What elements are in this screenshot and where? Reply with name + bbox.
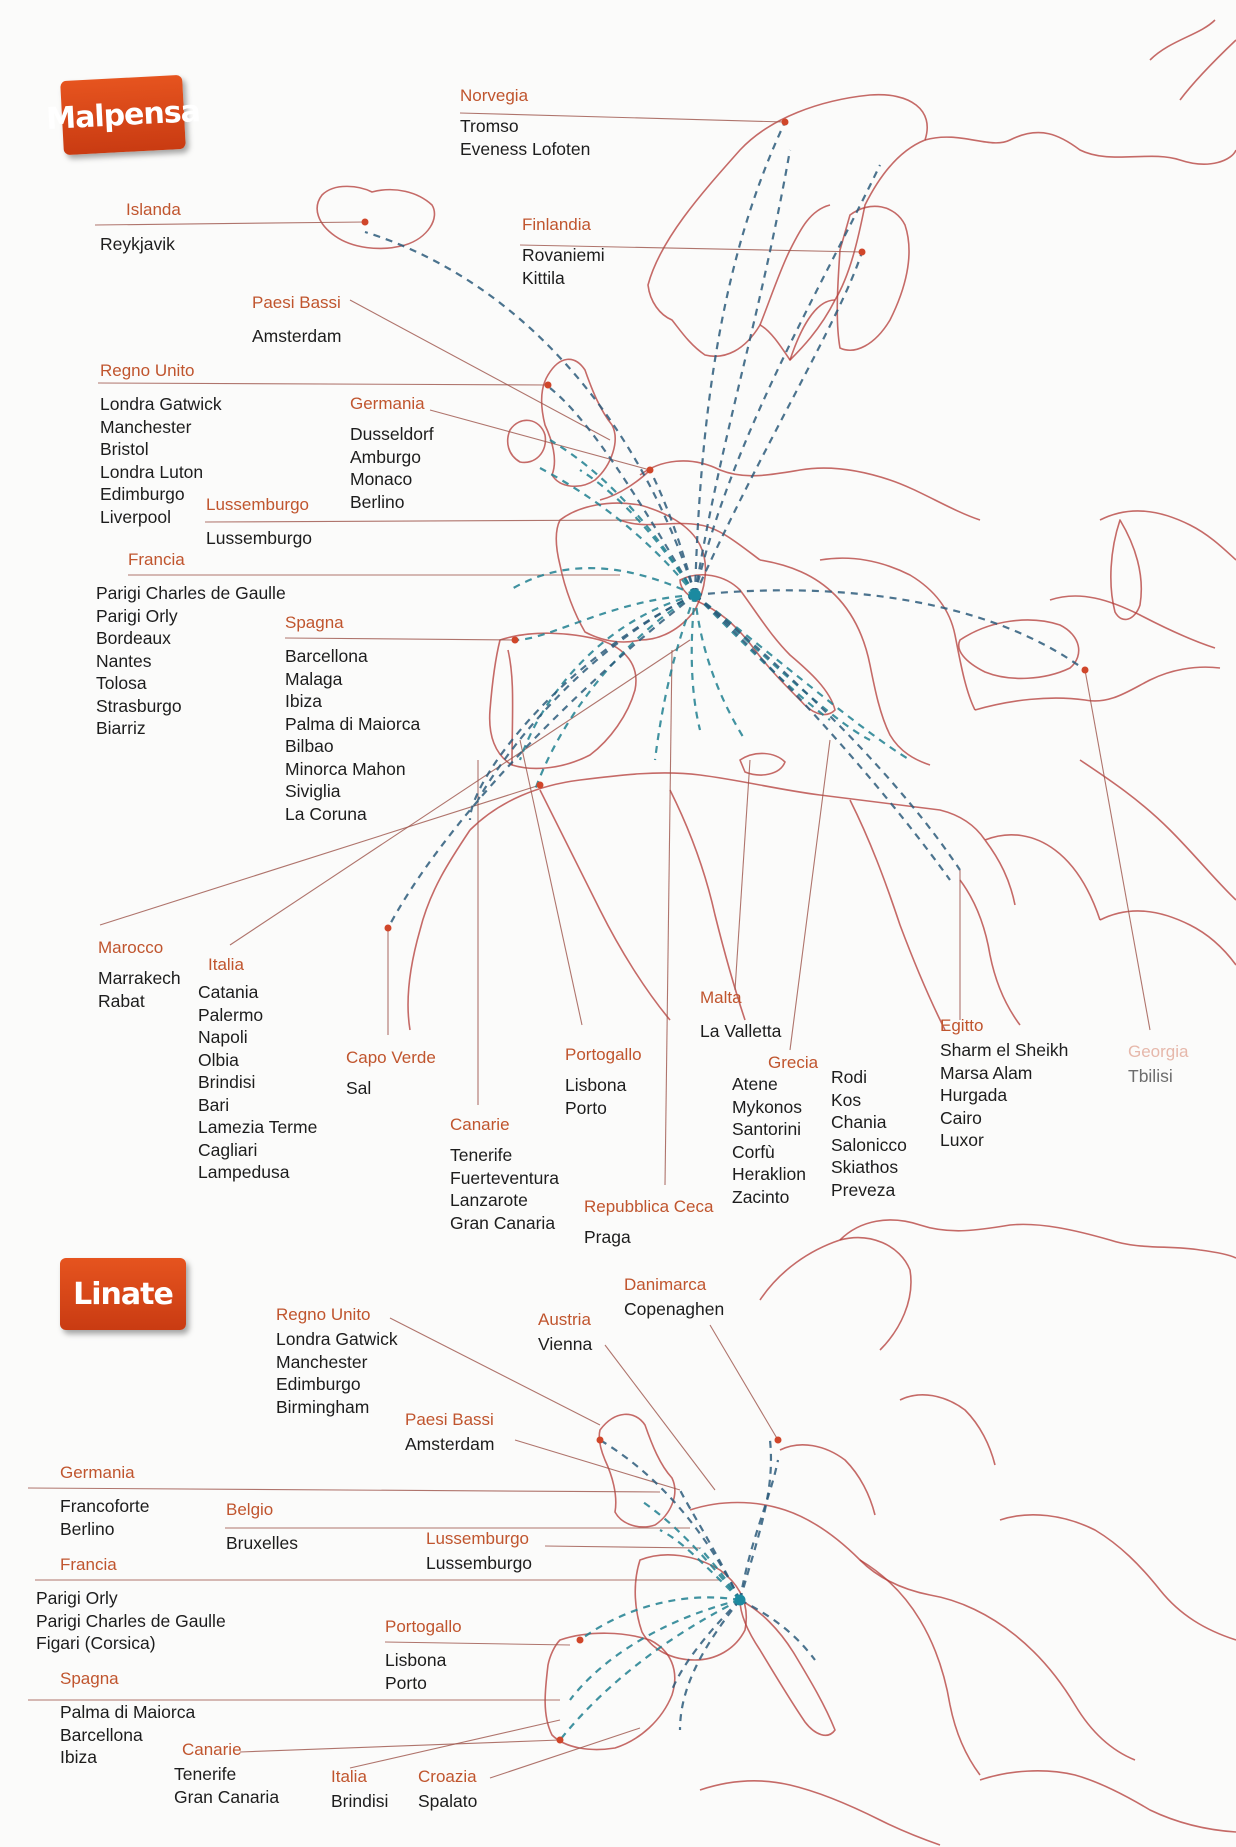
- group-l-austria: [538, 1310, 592, 1356]
- group-capoverde: [346, 1048, 436, 1100]
- city-label: Parigi Charles de Gaulle: [96, 583, 286, 603]
- city-label: Fuerteventura: [450, 1167, 559, 1188]
- city-label: Parigi Orly: [36, 1588, 118, 1608]
- country-label: Lussemburgo: [206, 495, 310, 514]
- group-francia-cities: [96, 582, 286, 740]
- country-label: Grecia: [768, 1053, 819, 1072]
- group-l-germania: [60, 1463, 149, 1540]
- city-label: Tenerife: [450, 1145, 513, 1165]
- city-label: Parigi Orly: [96, 605, 178, 626]
- city-list: [405, 1433, 494, 1456]
- city-label: Reykjavik: [100, 234, 175, 254]
- city-label: Kittila: [522, 267, 565, 288]
- city-label: Palma di Maiorca: [60, 1702, 196, 1722]
- city-label: Rodi: [831, 1067, 867, 1087]
- group-finlandia: [522, 215, 605, 289]
- city-label: Atene: [732, 1074, 778, 1094]
- city-label: Lampedusa: [198, 1162, 290, 1182]
- city-list: [60, 1495, 149, 1540]
- city-label: Palma di Maiorca: [285, 713, 421, 734]
- city-label: Ibiza: [60, 1747, 97, 1767]
- city-list: [100, 393, 222, 528]
- city-label: Dusseldorf: [350, 424, 434, 444]
- city-list: [700, 1020, 781, 1043]
- city-list: [252, 325, 341, 348]
- malpensa-routes: [365, 122, 1085, 928]
- city-label: Berlino: [350, 491, 405, 512]
- city-label: Sal: [346, 1078, 372, 1098]
- group-islanda-cities: [100, 233, 175, 256]
- city-label: La Coruna: [285, 803, 367, 824]
- group-portogallo: [565, 1045, 642, 1119]
- city-label: Lussemburgo: [206, 528, 313, 548]
- city-list: [331, 1790, 388, 1813]
- country-label: Croazia: [418, 1767, 477, 1786]
- country-label: Spagna: [60, 1669, 119, 1688]
- city-list: [174, 1763, 279, 1808]
- country-label: Norvegia: [460, 86, 529, 105]
- city-label: Lamezia Terme: [198, 1117, 318, 1137]
- city-label: Edimburgo: [276, 1374, 361, 1394]
- city-label: Olbia: [198, 1049, 239, 1070]
- city-label: Sharm el Sheikh: [940, 1040, 1069, 1060]
- country-label: Portogallo: [385, 1617, 462, 1636]
- city-list: [624, 1298, 724, 1321]
- city-list: [450, 1144, 559, 1234]
- city-list: [522, 244, 605, 289]
- city-label: Chania: [831, 1112, 887, 1132]
- city-label: Copenaghen: [624, 1299, 725, 1319]
- city-label: Marsa Alam: [940, 1062, 1033, 1083]
- city-label: Bilbao: [285, 736, 334, 756]
- group-l-croazia: [418, 1767, 477, 1813]
- city-label: Cairo: [940, 1107, 982, 1128]
- city-list: [206, 527, 312, 550]
- city-label: Eveness Lofoten: [460, 138, 591, 159]
- city-label: Malaga: [285, 668, 343, 689]
- city-list: [940, 1039, 1068, 1152]
- city-list: [198, 981, 317, 1184]
- city-label: Brindisi: [331, 1791, 389, 1811]
- group-paesibassi: [252, 293, 341, 348]
- city-label: Praga: [584, 1227, 631, 1247]
- group-egitto: [940, 1016, 1068, 1152]
- city-label: Bruxelles: [226, 1533, 298, 1553]
- country-label: Germania: [350, 394, 425, 413]
- city-label: Londra Luton: [100, 461, 204, 482]
- city-label: Marrakech: [98, 968, 181, 988]
- country-label: Canarie: [450, 1115, 510, 1134]
- city-label: Monaco: [350, 469, 413, 489]
- group-l-lussemburgo: [426, 1529, 532, 1575]
- group-germania: [350, 394, 434, 513]
- city-label: Rovaniemi: [522, 245, 605, 265]
- city-label: Londra Gatwick: [100, 394, 222, 414]
- country-label: Austria: [538, 1310, 591, 1329]
- city-label: Bristol: [100, 439, 149, 459]
- city-label: Skiathos: [831, 1157, 899, 1177]
- city-label: Salonicco: [831, 1134, 907, 1155]
- linate-city-dots: [557, 1437, 782, 1744]
- group-grecia: [732, 1053, 818, 1208]
- city-label: Catania: [198, 982, 259, 1002]
- group-malta: [700, 988, 781, 1043]
- city-label: Ibiza: [285, 691, 322, 711]
- city-list: [732, 1073, 818, 1208]
- country-label: Lussemburgo: [426, 1529, 530, 1548]
- country-label: Egitto: [940, 1016, 984, 1035]
- city-label: Parigi Charles de Gaulle: [36, 1610, 226, 1631]
- group-canarie: [450, 1115, 559, 1234]
- group-marocco: [98, 938, 181, 1012]
- city-list: [96, 582, 286, 740]
- country-label: Germania: [60, 1463, 135, 1482]
- city-label: Gran Canaria: [174, 1786, 280, 1807]
- country-label: Regno Unito: [276, 1305, 371, 1324]
- country-label: Islanda: [126, 200, 181, 219]
- city-list: [426, 1552, 532, 1575]
- group-l-canarie: [174, 1740, 279, 1808]
- city-label: Berlino: [60, 1518, 115, 1539]
- group-l-francia-cities: [36, 1587, 226, 1655]
- city-label: Napoli: [198, 1027, 248, 1047]
- city-list: [1128, 1065, 1188, 1088]
- linate-badge: Linate: [60, 1258, 186, 1330]
- city-label: Tenerife: [174, 1764, 237, 1784]
- malpensa-basemap: [317, 20, 1236, 1030]
- city-list: [565, 1074, 642, 1119]
- city-label: Palermo: [198, 1004, 264, 1025]
- city-label: Vienna: [538, 1334, 593, 1354]
- city-list: [36, 1587, 226, 1655]
- city-label: Nantes: [96, 650, 152, 671]
- city-label: Rabat: [98, 990, 145, 1011]
- malpensa-badge: Malpensa: [60, 75, 186, 155]
- city-label: Porto: [565, 1097, 607, 1118]
- linate-routes: [560, 1440, 815, 1740]
- group-italia: [198, 955, 317, 1184]
- city-list: [418, 1790, 477, 1813]
- city-label: Biarriz: [96, 718, 146, 738]
- city-list: [98, 967, 181, 1012]
- country-label: Spagna: [285, 613, 344, 632]
- city-list: [831, 1066, 907, 1201]
- city-list: [226, 1532, 298, 1555]
- city-label: Gran Canaria: [450, 1212, 556, 1233]
- country-label: Belgio: [226, 1500, 274, 1519]
- group-repceca: [584, 1197, 713, 1249]
- group-islanda: [126, 200, 181, 229]
- city-label: Amsterdam: [405, 1434, 495, 1454]
- city-label: Manchester: [276, 1351, 368, 1372]
- city-label: Kos: [831, 1089, 862, 1110]
- group-l-portogallo: [385, 1617, 462, 1694]
- city-label: Tbilisi: [1128, 1066, 1173, 1086]
- city-label: Lussemburgo: [426, 1553, 533, 1573]
- country-label: Danimarca: [624, 1275, 707, 1294]
- city-label: Francoforte: [60, 1496, 150, 1516]
- city-label: Siviglia: [285, 781, 341, 801]
- country-label: Capo Verde: [346, 1048, 436, 1067]
- city-label: Tromso: [460, 116, 519, 136]
- city-label: Spalato: [418, 1791, 478, 1811]
- city-label: Bari: [198, 1094, 230, 1115]
- group-l-francia: [60, 1555, 117, 1587]
- city-list: [385, 1649, 462, 1694]
- city-label: Hurgada: [940, 1085, 1008, 1105]
- city-label: Luxor: [940, 1130, 984, 1150]
- city-label: Mykonos: [732, 1096, 803, 1117]
- city-label: Manchester: [100, 416, 192, 437]
- group-l-danimarca: [624, 1275, 724, 1321]
- group-georgia: [1128, 1042, 1188, 1088]
- group-grecia-col2: [831, 1066, 907, 1201]
- country-label: Portogallo: [565, 1045, 642, 1064]
- group-spagna: [285, 613, 420, 825]
- country-label: Paesi Bassi: [405, 1410, 494, 1429]
- city-label: Liverpool: [100, 506, 172, 527]
- group-l-italia: [331, 1767, 388, 1813]
- city-list: [350, 423, 434, 513]
- country-label: Georgia: [1128, 1042, 1189, 1061]
- city-label: Strasburgo: [96, 695, 182, 716]
- city-label: Corfù: [732, 1141, 775, 1162]
- country-label: Italia: [208, 955, 244, 974]
- city-label: Santorini: [732, 1119, 802, 1139]
- city-label: Lisbona: [385, 1650, 447, 1670]
- city-label: Amburgo: [350, 446, 422, 467]
- country-label: Regno Unito: [100, 361, 195, 380]
- city-list: [276, 1328, 398, 1418]
- city-label: Preveza: [831, 1179, 896, 1200]
- country-label: Paesi Bassi: [252, 293, 341, 312]
- city-label: Bordeaux: [96, 628, 171, 648]
- group-lussemburgo: [206, 495, 312, 550]
- city-label: Barcellona: [60, 1724, 143, 1745]
- city-label: Amsterdam: [252, 326, 342, 346]
- group-l-regnounito: [276, 1305, 398, 1418]
- group-regnounito: [100, 361, 222, 528]
- city-label: Lanzarote: [450, 1190, 528, 1210]
- country-label: Finlandia: [522, 215, 591, 234]
- city-list: [285, 645, 420, 825]
- city-list: [346, 1077, 436, 1100]
- city-label: Londra Gatwick: [276, 1329, 398, 1349]
- group-francia: [128, 550, 185, 580]
- city-label: Minorca Mahon: [285, 758, 406, 779]
- city-label: Cagliari: [198, 1139, 258, 1160]
- country-label: Marocco: [98, 938, 164, 957]
- group-l-paesibassi: [405, 1410, 494, 1456]
- city-label: Barcellona: [285, 646, 368, 666]
- country-label: Francia: [128, 550, 185, 569]
- group-norvegia: [460, 86, 590, 160]
- city-label: Lisbona: [565, 1075, 627, 1095]
- city-list: [538, 1333, 592, 1356]
- city-list: [460, 115, 590, 160]
- city-label: Brindisi: [198, 1072, 256, 1092]
- city-label: Edimburgo: [100, 484, 185, 504]
- country-label: Malta: [700, 988, 742, 1007]
- city-label: Figari (Corsica): [36, 1633, 156, 1653]
- group-l-belgio: [226, 1500, 298, 1555]
- country-label: Canarie: [182, 1740, 242, 1759]
- city-list: [584, 1226, 713, 1249]
- city-list: [100, 233, 175, 256]
- country-label: Francia: [60, 1555, 117, 1574]
- city-label: La Valletta: [700, 1021, 782, 1041]
- city-label: Tolosa: [96, 673, 147, 693]
- city-label: Zacinto: [732, 1186, 790, 1207]
- city-label: Heraklion: [732, 1164, 806, 1184]
- city-label: Birmingham: [276, 1396, 370, 1417]
- city-label: Porto: [385, 1672, 427, 1693]
- country-label: Repubblica Ceca: [584, 1197, 714, 1216]
- country-label: Italia: [331, 1767, 367, 1786]
